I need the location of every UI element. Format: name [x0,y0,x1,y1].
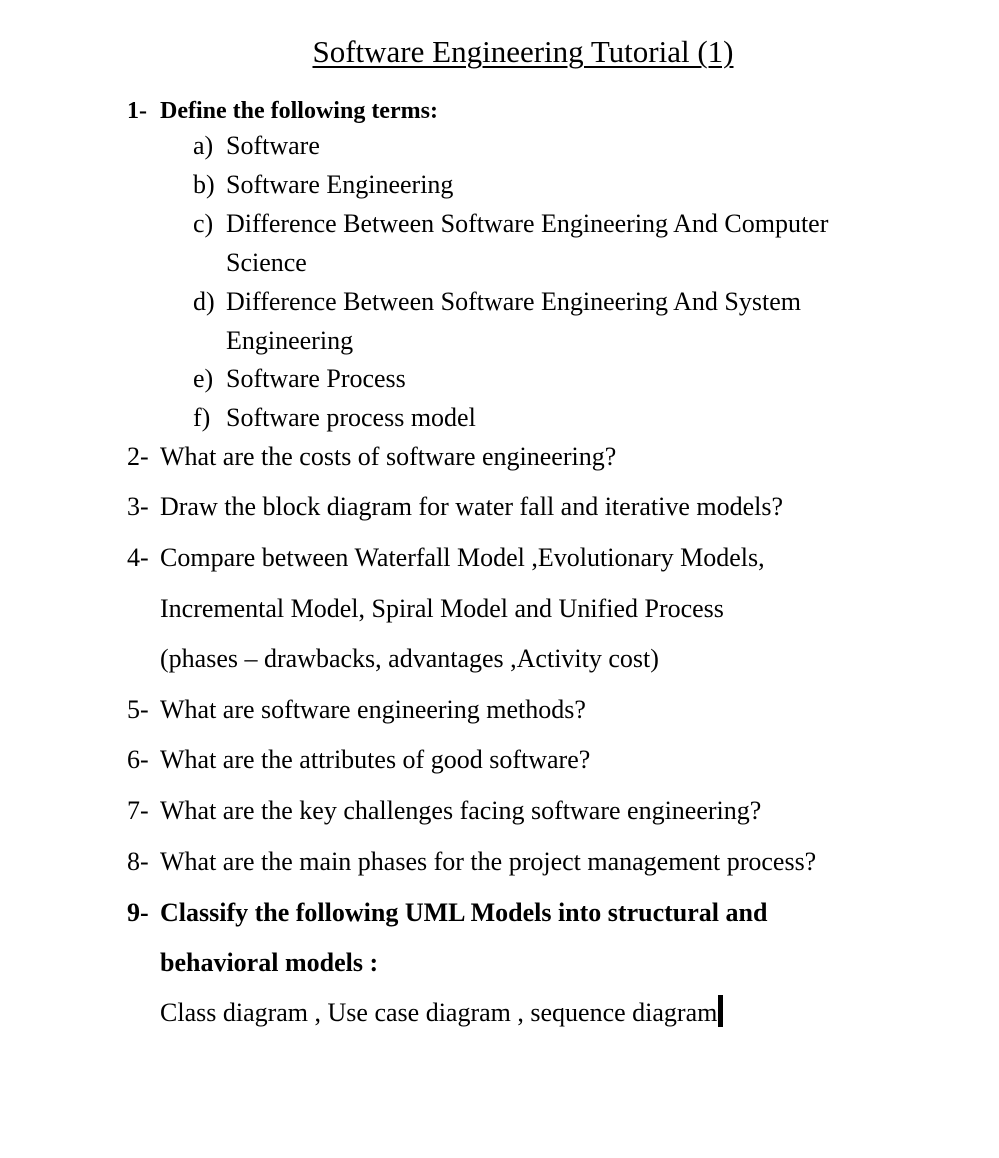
list-item-text: Science [226,248,307,277]
question-text-continuation [160,994,723,1032]
list-item-letter: a) [193,131,214,160]
question-number: 3- [127,492,149,521]
list-item-letter: c) [193,209,214,238]
question-number: 8- [127,847,149,876]
document-title: Software Engineering Tutorial (1) [312,34,734,69]
question-number: 1- [127,98,147,124]
question-number: 7- [127,796,149,825]
question-number: 4- [127,543,149,572]
question-text: What are the main phases for the project management process? [160,847,817,876]
list-item-letter: d) [193,287,215,316]
text-cursor [718,995,723,1027]
list-item-text: Difference Between Software Engineering And System [226,287,801,316]
list-item-letter: f) [193,403,211,432]
list-item-text: Software [226,131,320,160]
question-text-continuation: (phases – drawbacks, advantages ,Activity cost) [160,644,659,673]
question-text-continuation: Incremental Model, Spiral Model and Unified Process [160,594,724,623]
uml-model-list: Class diagram , Use case diagram , sequence diagram [160,998,718,1027]
question-text: What are the attributes of good software? [160,745,591,774]
question-text: What are the costs of software engineering? [160,442,617,471]
question-number: 6- [127,745,149,774]
question-text: What are the key challenges facing software engineering? [160,796,762,825]
question-number: 5- [127,695,149,724]
list-item-text: Difference Between Software Engineering And Computer [226,209,829,238]
list-item-letter: b) [193,170,215,199]
question-number: 9- [127,898,149,927]
question-text: Draw the block diagram for water fall and iterative models? [160,492,784,521]
question-text: Classify the following UML Models into structural and [160,898,768,927]
list-item-text: Software Process [226,364,406,393]
list-item-letter: e) [193,364,214,393]
question-text: What are software engineering methods? [160,695,586,724]
question-number: 2- [127,442,149,471]
question-text: Define the following terms: [160,98,438,124]
list-item-text: Engineering [226,326,354,355]
list-item-text: Software Engineering [226,170,454,199]
question-text-continuation: behavioral models : [160,948,379,977]
question-text: Compare between Waterfall Model ,Evolutionary Models, [160,543,765,572]
list-item-text: Software process model [226,403,476,432]
